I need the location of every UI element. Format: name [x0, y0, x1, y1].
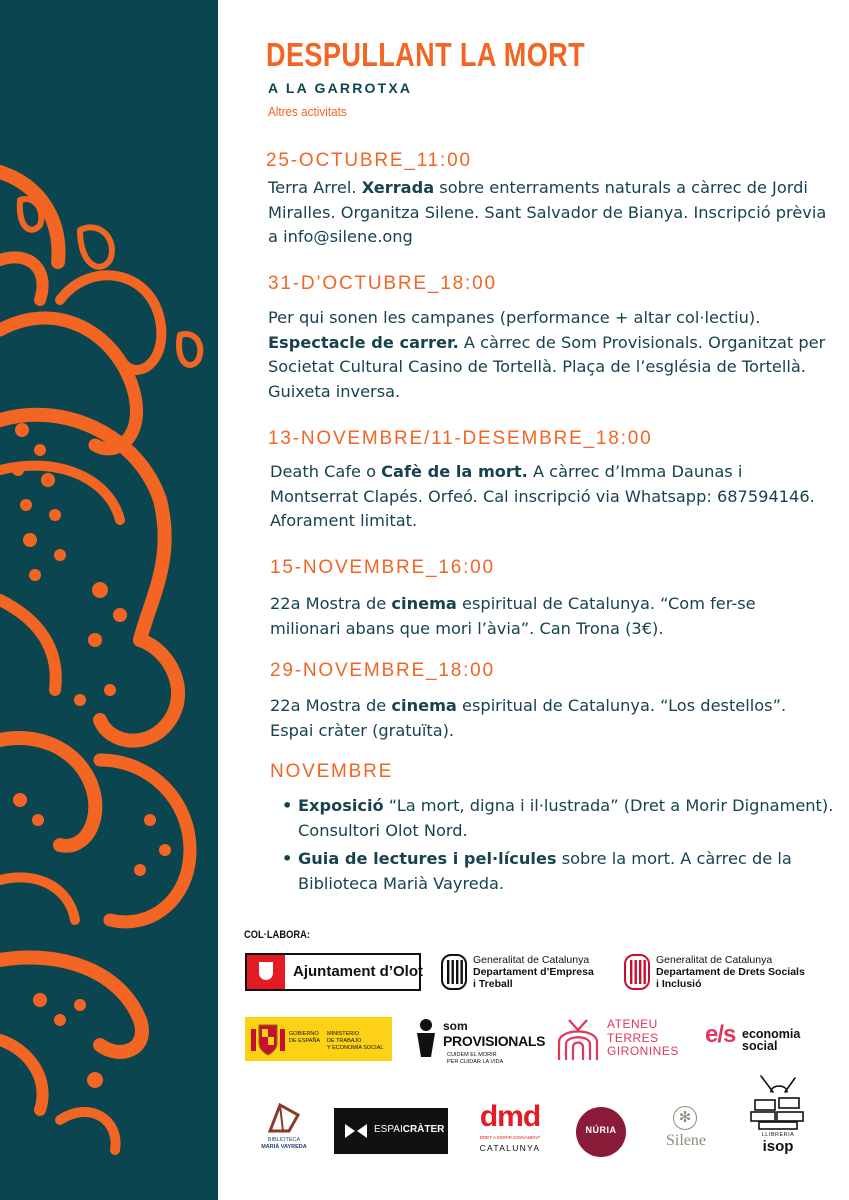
figure-icon: [413, 1017, 439, 1059]
crater-icon: [343, 1118, 369, 1144]
llibreria-isop-logo: LLIBRERIA isop: [742, 1072, 814, 1158]
nuria-logo: NÚRIA: [576, 1107, 626, 1157]
reader-figure-icon: [745, 1072, 811, 1130]
november-list: [268, 794, 849, 900]
gencat-emblem-icon: [624, 954, 650, 990]
page-subtitle: A LA GARROTXA: [268, 80, 413, 96]
list-item: • Guia de lectures i pel·lícules sobre la mort. A càrrec de la Biblioteca Marià Vayreda.: [298, 847, 849, 896]
event-description: Death Cafe o Cafè de la mort. A càrrec d’Imma Daunas i Montserrat Clapés. Orfeó. Cal inscripció via Whatsapp: 687594146. Aforament limitat.: [270, 462, 815, 530]
event-date: 25-OCTUBRE_11:00: [266, 150, 472, 171]
gobierno-espana-logo: GOBIERNO DE ESPAÑA MINISTERIO DE TRABAJO Y ECONOMÍA SOCIAL: [245, 1017, 392, 1061]
event-date: 29-NOVEMBRE_18:00: [270, 660, 495, 681]
event-description: Terra Arrel. Xerrada sobre enterraments naturals a càrrec de Jordi Miralles. Organitza Silene. Sant Salvador de Bianya. Inscripció prèvia a info@silene.ong: [268, 178, 827, 246]
espai-crater-logo: ESPAICRÀTER: [334, 1108, 448, 1154]
decorative-sidebar: [0, 0, 218, 1200]
book-icon: [267, 1101, 301, 1135]
ateneu-terres-gironines-logo: ATENEU TERRES GIRONINES: [555, 1016, 680, 1062]
ajuntament-olot-logo: Ajuntament d’Olot: [245, 953, 421, 991]
gencat-drets-socials-logo: Generalitat de Catalunya Departament de Drets Socials i Inclusió: [624, 953, 814, 993]
shield-icon: [247, 955, 285, 989]
sponsors-heading: COL·LABORA:: [244, 929, 310, 941]
event-date: 31-D’OCTUBRE_18:00: [268, 273, 497, 294]
november-heading: NOVEMBRE: [270, 761, 394, 782]
page-title: DESPULLANT LA MORT: [266, 36, 586, 73]
event-date: 15-NOVEMBRE_16:00: [270, 557, 495, 578]
event-description: 22a Mostra de cinema espiritual de Catalunya. “Los destellos”. Espai cràter (gratuïta).: [270, 696, 787, 740]
som-provisionals-logo: som PROVISIONALS CUIDEM EL MORIR PER CUIDAR LA VIDA: [413, 1013, 538, 1073]
silene-logo: ✻ Silene: [666, 1108, 706, 1149]
list-item: • Exposició “La mort, digna i il·lustrada” (Dret a Morir Dignament). Consultori Olot Nord.: [298, 794, 849, 843]
arches-icon: [555, 1016, 601, 1060]
gencat-empresa-logo: Generalitat de Catalunya Departament d’Empresa i Treball: [441, 953, 611, 993]
event-description: Per qui sonen les campanes (performance + altar col·lectiu). Espectacle de carrer. A càrrec de Som Provisionals. Organitzat per Societat Cultural Casino de Tortellà. Plaça de l’església de Tortellà. Guixeta inversa.: [268, 308, 826, 401]
coat-of-arms-icon: [249, 1021, 287, 1057]
ornament-illustration: [0, 0, 218, 1200]
flower-icon: ✻: [673, 1106, 697, 1130]
biblioteca-maria-vayreda-logo: BIBLIOTECA MARIÀ VAYREDA: [255, 1101, 313, 1157]
event-date: 13-NOVEMBRE/11-DESEMBRE_18:00: [268, 428, 653, 449]
section-label: Altres activitats: [268, 104, 347, 119]
event-description: 22a Mostra de cinema espiritual de Catalunya. “Com fer-se milionari abans que mori l’àvia”. Can Trona (3€).: [270, 594, 756, 638]
gencat-emblem-icon: [441, 954, 467, 990]
economia-social-logo: e/s economia social: [705, 1021, 801, 1053]
dmd-catalunya-logo: dmd DRET A MORIR DIGNAMENT CATALUNYA: [479, 1100, 541, 1153]
